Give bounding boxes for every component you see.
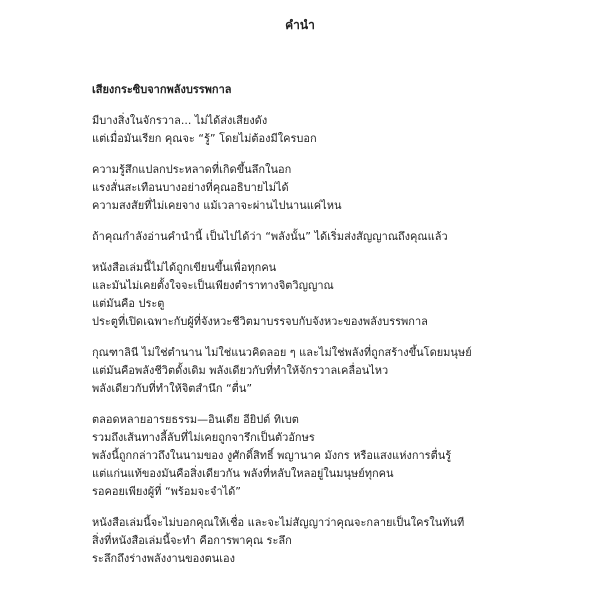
text-line: หนังสือเล่มนี้จะไม่บอกคุณให้เชื่อ และจะไม่สัญญาว่าคุณจะกลายเป็นใครในทันที bbox=[92, 516, 465, 529]
stanza-2 bbox=[92, 161, 562, 215]
text-line: สิ่งที่หนังสือเล่มนี้จะทำ คือการพาคุณ ระลึก bbox=[92, 534, 292, 547]
text-line: รอคอยเพียงผู้ที่ “พร้อมจะจำได้” bbox=[92, 485, 242, 498]
spacer bbox=[92, 501, 562, 514]
text-line: ความรู้สึกแปลกประหลาดที่เกิดขึ้นลึกในอก bbox=[92, 163, 292, 176]
text-line: ความสงสัยที่ไม่เคยจาง แม้เวลาจะผ่านไปนานแค่ไหน bbox=[92, 199, 342, 212]
stanza-7 bbox=[92, 514, 562, 568]
text-line: พลังเดียวกับที่ทำให้จิตสำนึก “ตื่น” bbox=[92, 382, 253, 395]
text-line: และมันไม่เคยตั้งใจจะเป็นเพียงตำราทางจิตวิญญาณ bbox=[92, 279, 334, 292]
text-line: แต่มันคือ ประตู bbox=[92, 297, 165, 310]
section-heading: เสียงกระซิบจากพลังบรรพกาล bbox=[92, 83, 232, 96]
text-line: แต่เมื่อมันเรียก คุณจะ “รู้” โดยไม่ต้องมีใครบอก bbox=[92, 132, 317, 145]
text-line: กุณฑาลินี ไม่ใช่ตำนาน ไม่ใช่แนวคิดลอย ๆ และไม่ใช่พลังที่ถูกสร้างขึ้นโดยมนุษย์ bbox=[92, 346, 472, 359]
text-line: พลังนี้ถูกกล่าวถึงในนามของ งูศักดิ์สิทธิ์ พญานาค มังกร หรือแสงแห่งการตื่นรู้ bbox=[92, 449, 452, 462]
text-line: ระลึกถึงร่างพลังงานของตนเอง bbox=[92, 552, 236, 565]
spacer bbox=[92, 246, 562, 259]
spacer bbox=[92, 99, 562, 112]
text-line: แต่แก่นแท้ของมันคือสิ่งเดียวกัน พลังที่หลับใหลอยู่ในมนุษย์ทุกคน bbox=[92, 467, 394, 480]
document-body bbox=[92, 81, 562, 568]
text-line: แรงสั่นสะเทือนบางอย่างที่คุณอธิบายไม่ได้ bbox=[92, 181, 289, 194]
text-line: หนังสือเล่มนี้ไม่ได้ถูกเขียนขึ้นเพื่อทุกคน bbox=[92, 261, 277, 274]
text-line: ตลอดหลายอารยธรรม—อินเดีย อียิปต์ ทิเบต bbox=[92, 413, 299, 426]
spacer bbox=[92, 331, 562, 344]
text-line: ประตูที่เปิดเฉพาะกับผู้ที่จังหวะชีวิตมาบรรจบกับจังหวะของพลังบรรพกาล bbox=[92, 315, 428, 328]
text-line: แต่มันคือพลังชีวิตดั้งเดิม พลังเดียวกับที่ทำให้จักรวาลเคลื่อนไหว bbox=[92, 364, 389, 377]
text-line: รวมถึงเส้นทางลี้ลับที่ไม่เคยถูกจารึกเป็นตัวอักษร bbox=[92, 431, 315, 444]
spacer bbox=[92, 398, 562, 411]
page-title: คำนำ bbox=[285, 18, 315, 32]
spacer bbox=[92, 148, 562, 161]
spacer bbox=[92, 215, 562, 228]
stanza-6 bbox=[92, 411, 562, 501]
text-line: ถ้าคุณกำลังอ่านคำนำนี้ เป็นไปได้ว่า “พลังนั้น” ได้เริ่มส่งสัญญาณถึงคุณแล้ว bbox=[92, 230, 448, 243]
stanza-5 bbox=[92, 344, 562, 398]
text-line: มีบางสิ่งในจักรวาล... ไม่ได้ส่งเสียงดัง bbox=[92, 114, 268, 127]
stanza-3 bbox=[92, 228, 562, 246]
stanza-1 bbox=[92, 112, 562, 148]
stanza-4 bbox=[92, 259, 562, 331]
